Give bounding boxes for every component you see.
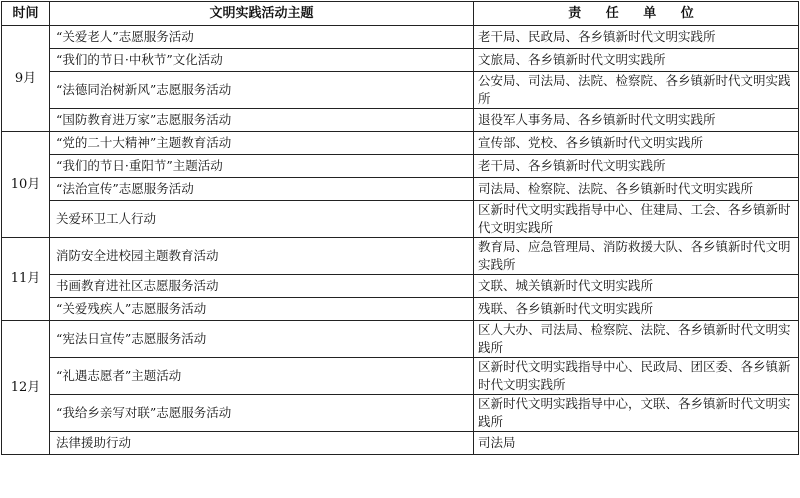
responsible-units-cell: 教育局、应急管理局、消防救援大队、各乡镇新时代文明实践所 (474, 238, 799, 275)
table-row (2, 72, 799, 109)
activity-table (1, 1, 799, 455)
table-row (2, 321, 799, 358)
activity-theme-cell: “礼遇志愿者”主题活动 (50, 358, 474, 395)
table-row (2, 275, 799, 298)
activity-theme-cell: 关爱环卫工人行动 (50, 201, 474, 238)
responsible-units-cell: 司法局、检察院、法院、各乡镇新时代文明实践所 (474, 178, 799, 201)
table-row (2, 432, 799, 455)
table-body (2, 26, 799, 455)
responsible-units-cell: 区新时代文明实践指导中心，文联、各乡镇新时代文明实践所 (474, 395, 799, 432)
table-row (2, 298, 799, 321)
activity-theme-cell: “我们的节日·重阳节”主题活动 (50, 155, 474, 178)
responsible-units-cell: 老干局、各乡镇新时代文明实践所 (474, 155, 799, 178)
activity-theme-cell: “关爱老人”志愿服务活动 (50, 26, 474, 49)
table-row (2, 26, 799, 49)
activity-theme-cell: “宪法日宣传”志愿服务活动 (50, 321, 474, 358)
table-row (2, 395, 799, 432)
activity-theme-cell: “我给乡亲写对联”志愿服务活动 (50, 395, 474, 432)
table-row (2, 49, 799, 72)
table-row (2, 109, 799, 132)
activity-theme-cell: “关爱残疾人”志愿服务活动 (50, 298, 474, 321)
table-row (2, 132, 799, 155)
month-cell: 12月 (2, 321, 50, 455)
table-row (2, 155, 799, 178)
responsible-units-cell: 退役军人事务局、各乡镇新时代文明实践所 (474, 109, 799, 132)
responsible-units-cell: 司法局 (474, 432, 799, 455)
table-row (2, 358, 799, 395)
header-responsible-units: 责 任 单 位 (474, 2, 799, 26)
responsible-units-cell: 区新时代文明实践指导中心、住建局、工会、各乡镇新时代文明实践所 (474, 201, 799, 238)
responsible-units-cell: 宣传部、党校、各乡镇新时代文明实践所 (474, 132, 799, 155)
activity-theme-cell: “法治宣传”志愿服务活动 (50, 178, 474, 201)
header-theme: 文明实践活动主题 (50, 2, 474, 26)
activity-theme-cell: “我们的节日·中秋节”文化活动 (50, 49, 474, 72)
month-cell: 11月 (2, 238, 50, 321)
activity-theme-cell: “党的二十大精神”主题教育活动 (50, 132, 474, 155)
activity-theme-cell: 法律援助行动 (50, 432, 474, 455)
activity-theme-cell: “法德同治树新风”志愿服务活动 (50, 72, 474, 109)
header-time: 时间 (2, 2, 50, 26)
activity-theme-cell: “国防教育进万家”志愿服务活动 (50, 109, 474, 132)
responsible-units-cell: 公安局、司法局、法院、检察院、各乡镇新时代文明实践所 (474, 72, 799, 109)
responsible-units-cell: 文联、城关镇新时代文明实践所 (474, 275, 799, 298)
activity-theme-cell: 书画教育进社区志愿服务活动 (50, 275, 474, 298)
month-cell: 10月 (2, 132, 50, 238)
table-row (2, 201, 799, 238)
responsible-units-cell: 残联、各乡镇新时代文明实践所 (474, 298, 799, 321)
activity-theme-cell: 消防安全进校园主题教育活动 (50, 238, 474, 275)
responsible-units-cell: 老干局、民政局、各乡镇新时代文明实践所 (474, 26, 799, 49)
table-row (2, 178, 799, 201)
responsible-units-cell: 文旅局、各乡镇新时代文明实践所 (474, 49, 799, 72)
month-cell: 9月 (2, 26, 50, 132)
responsible-units-cell: 区新时代文明实践指导中心、民政局、团区委、各乡镇新时代文明实践所 (474, 358, 799, 395)
table-header-row (2, 2, 799, 26)
responsible-units-cell: 区人大办、司法局、检察院、法院、各乡镇新时代文明实践所 (474, 321, 799, 358)
table-row (2, 238, 799, 275)
